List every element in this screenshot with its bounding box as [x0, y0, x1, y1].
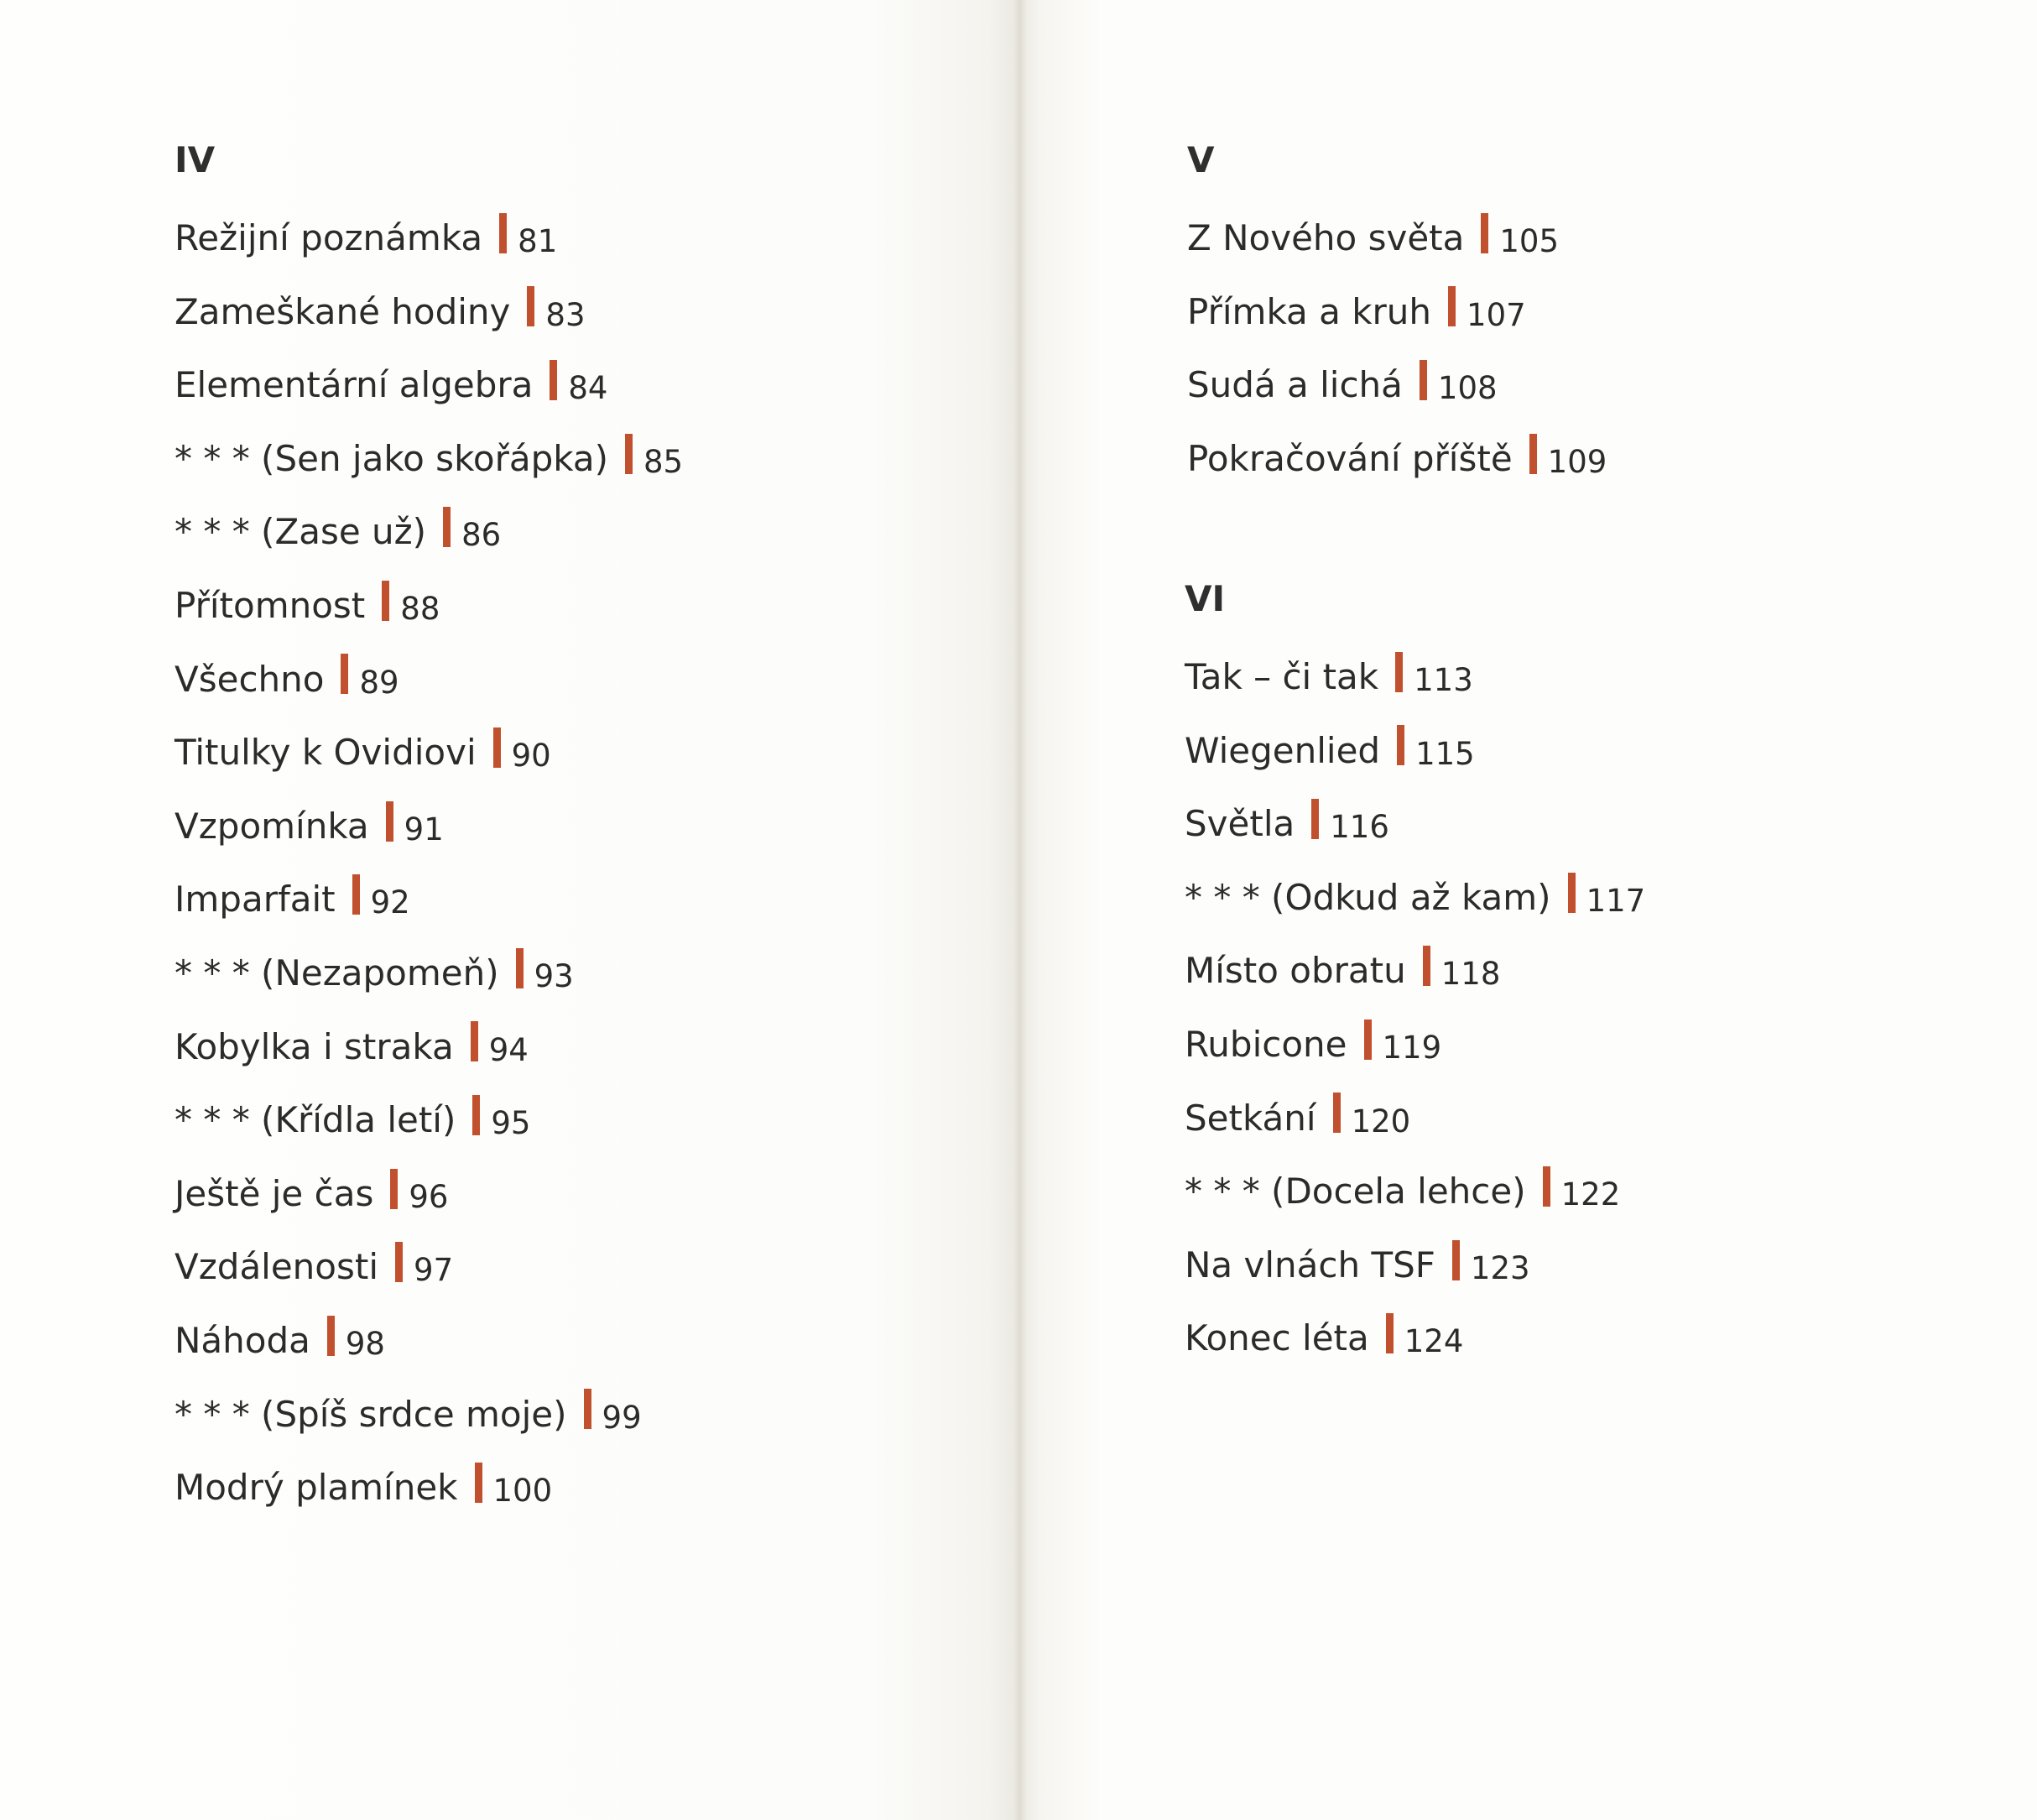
page-number: 116	[1330, 809, 1389, 846]
separator-bar	[493, 727, 501, 768]
entry-title: Konec léta	[1185, 1317, 1369, 1359]
entry-title: Kobylka i straka	[175, 1025, 454, 1067]
page-number: 93	[534, 957, 574, 994]
section-heading: V	[1187, 139, 1215, 180]
page-number: 105	[1499, 223, 1560, 259]
toc-section-vi	[1185, 573, 1645, 1375]
entry-title: Přímka a kruh	[1187, 290, 1432, 332]
separator-bar	[1420, 360, 1427, 400]
page-number: 90	[511, 738, 551, 774]
entry-title: * * * (Nezapomeň)	[175, 952, 499, 993]
toc-entry-list	[1187, 201, 1607, 495]
separator-bar	[527, 286, 534, 326]
toc-entry	[1187, 422, 1607, 496]
page-number: 107	[1467, 296, 1526, 333]
toc-entry	[175, 1304, 683, 1378]
separator-bar	[1333, 1093, 1341, 1133]
separator-bar	[625, 434, 633, 474]
toc-entry	[1185, 1228, 1645, 1302]
separator-bar	[1529, 434, 1537, 474]
page-number: 95	[491, 1105, 531, 1142]
page-number: 118	[1440, 956, 1501, 993]
toc-entry	[1185, 934, 1645, 1008]
page-number: 86	[461, 517, 502, 554]
entry-title: Režijní poznámka	[175, 217, 483, 258]
toc-entry	[1185, 714, 1645, 788]
entry-title: * * * (Odkud až kam)	[1185, 876, 1551, 918]
toc-entry-list	[1185, 640, 1645, 1375]
entry-title: Pokračování příště	[1187, 437, 1513, 479]
toc-entry	[1185, 1082, 1645, 1155]
separator-bar	[1568, 873, 1576, 913]
toc-entry	[175, 569, 683, 643]
entry-title: Tak – či tak	[1185, 656, 1379, 697]
separator-bar	[327, 1316, 335, 1356]
separator-bar	[1448, 286, 1456, 326]
page-number: 92	[370, 884, 410, 921]
separator-bar	[390, 1169, 398, 1209]
page-number: 115	[1415, 735, 1475, 772]
separator-bar	[1397, 725, 1404, 765]
entry-title: * * * (Docela lehce)	[1185, 1171, 1526, 1212]
toc-entry	[1185, 1301, 1645, 1375]
separator-bar	[1395, 652, 1403, 692]
entry-title: Sudá a lichá	[1187, 364, 1403, 406]
page-number: 109	[1547, 443, 1607, 480]
toc-entry	[1187, 275, 1607, 349]
page-number: 88	[400, 590, 440, 627]
page-number: 124	[1404, 1323, 1464, 1360]
toc-entry	[1187, 201, 1607, 275]
entry-title: * * * (Sen jako skořápka)	[175, 437, 608, 479]
page-number: 85	[643, 443, 684, 480]
separator-bar	[516, 948, 524, 988]
toc-entry	[1185, 640, 1645, 714]
separator-bar	[352, 874, 360, 915]
toc-entry	[175, 1010, 683, 1084]
separator-bar	[1386, 1313, 1394, 1353]
toc-entry	[175, 201, 683, 275]
page-number: 122	[1560, 1176, 1621, 1213]
page-number: 81	[518, 223, 558, 259]
section-heading: VI	[1185, 578, 1226, 619]
toc-entry	[175, 790, 683, 863]
page-number: 96	[409, 1178, 449, 1215]
toc-entry	[175, 1378, 683, 1452]
page-number: 119	[1382, 1029, 1442, 1066]
entry-title: Elementární algebra	[175, 364, 534, 406]
page-number: 97	[414, 1252, 454, 1289]
entry-title: Setkání	[1185, 1097, 1316, 1139]
toc-entry	[175, 348, 683, 422]
separator-bar	[1543, 1166, 1550, 1207]
toc-entry	[175, 863, 683, 936]
entry-title: Titulky k Ovidiovi	[175, 732, 477, 774]
entry-title: * * * (Spíš srdce moje)	[175, 1393, 567, 1435]
page-number: 98	[345, 1325, 385, 1362]
entry-title: Z Nového světa	[1187, 217, 1465, 258]
page-number: 89	[359, 664, 399, 701]
separator-bar	[395, 1242, 403, 1282]
page-number: 83	[545, 296, 586, 333]
separator-bar	[341, 654, 348, 694]
separator-bar	[1481, 213, 1488, 253]
entry-title: Náhoda	[175, 1319, 310, 1361]
toc-entry	[175, 275, 683, 349]
entry-title: Na vlnách TSF	[1185, 1244, 1435, 1285]
entry-title: Modrý plamínek	[175, 1467, 458, 1509]
entry-title: Ještě je čas	[175, 1172, 374, 1214]
separator-bar	[386, 801, 393, 842]
entry-title: Místo obratu	[1185, 950, 1406, 992]
entry-title: Imparfait	[175, 879, 336, 920]
separator-bar	[1364, 1020, 1372, 1060]
toc-entry	[1185, 1155, 1645, 1228]
book-gutter	[1013, 0, 1027, 1820]
page-number: 108	[1437, 370, 1498, 407]
toc-entry	[175, 1083, 683, 1157]
page-number: 123	[1470, 1249, 1530, 1286]
entry-title: Vzdálenosti	[175, 1246, 379, 1288]
toc-entry-list	[175, 201, 683, 1525]
page-number: 94	[488, 1031, 529, 1068]
toc-entry	[1185, 861, 1645, 935]
separator-bar	[382, 581, 389, 621]
toc-entry	[1187, 348, 1607, 422]
separator-bar	[1452, 1240, 1460, 1280]
separator-bar	[499, 213, 507, 253]
entry-title: Vzpomínka	[175, 805, 369, 847]
entry-title: Wiegenlied	[1185, 729, 1381, 771]
toc-section-iv	[175, 134, 683, 1525]
toc-entry	[175, 422, 683, 496]
entry-title: Rubicone	[1185, 1023, 1347, 1065]
toc-entry	[175, 936, 683, 1010]
page-number: 84	[568, 370, 608, 407]
toc-entry	[1185, 1008, 1645, 1082]
separator-bar	[550, 360, 557, 400]
entry-title: Přítomnost	[175, 584, 366, 626]
entry-title: Všechno	[175, 658, 325, 700]
toc-entry	[175, 1157, 683, 1231]
section-heading: IV	[175, 139, 216, 180]
separator-bar	[475, 1463, 482, 1503]
entry-title: Zameškané hodiny	[175, 290, 511, 332]
entry-title: * * * (Křídla letí)	[175, 1099, 456, 1141]
separator-bar	[443, 507, 451, 547]
entry-title: Světla	[1185, 803, 1295, 845]
separator-bar	[1311, 799, 1319, 839]
page-number: 91	[404, 811, 444, 847]
toc-section-v	[1187, 134, 1607, 495]
separator-bar	[472, 1095, 480, 1135]
separator-bar	[1423, 946, 1430, 986]
separator-bar	[471, 1021, 478, 1061]
toc-entry	[175, 716, 683, 790]
page-number: 100	[492, 1473, 553, 1510]
page-number: 117	[1586, 882, 1646, 919]
toc-entry	[175, 643, 683, 717]
page-number: 120	[1351, 1103, 1411, 1139]
toc-entry	[175, 1451, 683, 1525]
toc-entry	[175, 495, 683, 569]
toc-entry	[175, 1230, 683, 1304]
toc-entry	[1185, 787, 1645, 861]
separator-bar	[584, 1389, 591, 1429]
page-number: 113	[1414, 662, 1473, 698]
page-number: 99	[602, 1399, 642, 1436]
entry-title: * * * (Zase už)	[175, 511, 427, 553]
